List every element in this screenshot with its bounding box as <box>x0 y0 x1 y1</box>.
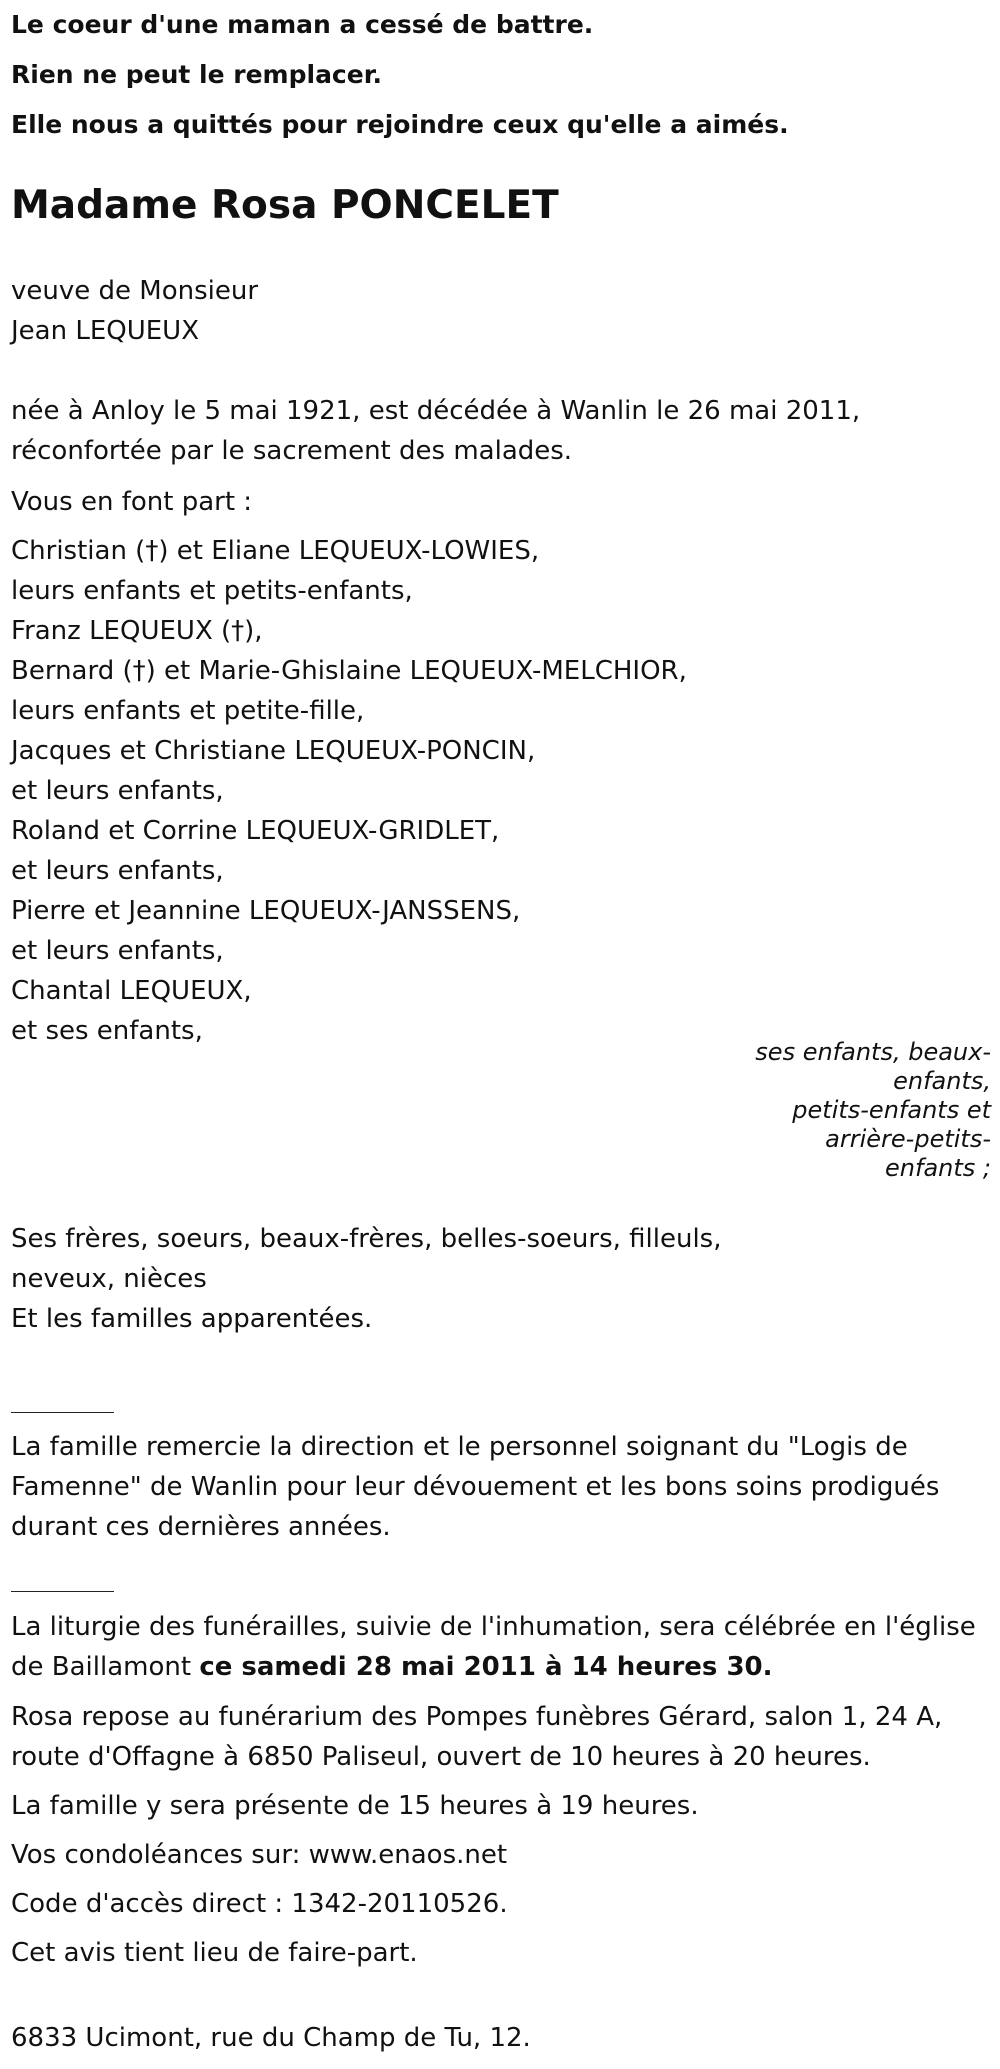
funerarium-line: Rosa repose au funérarium des Pompes funèbres Gérard, salon 1, 24 A, <box>11 1702 943 1732</box>
widow-line: Jean LEQUEUX <box>11 316 200 346</box>
family-line: et leurs enfants, <box>11 936 224 966</box>
extended-family-line: Ses frères, soeurs, beaux-frères, belles-soeurs, filleuls, <box>11 1224 722 1254</box>
funeral-line: La liturgie des funérailles, suivie de l'inhumation, sera célébrée en l'église <box>11 1612 976 1642</box>
thanks-paragraph <box>11 1427 939 1547</box>
funerarium-info <box>11 1697 942 1777</box>
notice-line: Cet avis tient lieu de faire-part. <box>11 1938 418 1968</box>
descendants-line: enfants, <box>893 1067 991 1095</box>
intro-line: Elle nous a quittés pour rejoindre ceux qu'elle a aimés. <box>11 110 789 139</box>
family-list <box>11 531 687 1051</box>
separator-line <box>11 1412 114 1413</box>
extended-family-line: Et les familles apparentées. <box>11 1304 373 1334</box>
family-line: Bernard (†) et Marie-Ghislaine LEQUEUX-MELCHIOR, <box>11 656 687 686</box>
thanks-line: durant ces dernières années. <box>11 1512 391 1542</box>
family-line: leurs enfants et petite-fille, <box>11 696 365 726</box>
extended-family <box>11 1219 722 1339</box>
family-line: Jacques et Christiane LEQUEUX-PONCIN, <box>11 736 536 766</box>
family-line: et ses enfants, <box>11 1016 203 1046</box>
practical-info <box>11 1697 942 1973</box>
family-line: Franz LEQUEUX (†), <box>11 616 263 646</box>
descendants-line: arrière-petits- <box>825 1125 991 1153</box>
family-line: leurs enfants et petits-enfants, <box>11 576 413 606</box>
family-line: Chantal LEQUEUX, <box>11 976 252 1006</box>
separator-line <box>11 1591 114 1592</box>
descendants-line: ses enfants, beaux- <box>755 1038 991 1066</box>
descendants-line: enfants ; <box>885 1154 991 1182</box>
funeral-place: de Baillamont <box>11 1652 200 1682</box>
access-code: Code d'accès direct : 1342-20110526. <box>11 1889 508 1919</box>
intro-lines <box>11 0 789 150</box>
family-line: Pierre et Jeannine LEQUEUX-JANSSENS, <box>11 896 521 926</box>
family-address: 6833 Ucimont, rue du Champ de Tu, 12. <box>11 2023 531 2053</box>
descendants-note <box>731 1038 991 1183</box>
funeral-details <box>11 1607 976 1687</box>
thanks-line: Famenne" de Wanlin pour leur dévouement et les bons soins prodigués <box>11 1472 940 1502</box>
funeral-date: ce samedi 28 mai 2011 à 14 heures 30. <box>199 1652 773 1682</box>
birth-death-line: née à Anloy le 5 mai 1921, est décédée à Wanlin le 26 mai 2011, <box>11 396 861 426</box>
birth-death-info <box>11 391 860 471</box>
family-line: et leurs enfants, <box>11 856 224 886</box>
presence-info: La famille y sera présente de 15 heures à 19 heures. <box>11 1791 699 1821</box>
family-line: Christian (†) et Eliane LEQUEUX-LOWIES, <box>11 536 540 566</box>
funerarium-line: route d'Offagne à 6850 Paliseul, ouvert de 10 heures à 20 heures. <box>11 1742 871 1772</box>
announcement-intro: Vous en font part : <box>11 487 253 517</box>
intro-line: Rien ne peut le remplacer. <box>11 60 382 89</box>
widow-of <box>11 271 258 351</box>
family-line: et leurs enfants, <box>11 776 224 806</box>
thanks-line: La famille remercie la direction et le personnel soignant du "Logis de <box>11 1432 908 1462</box>
deceased-name: Madame Rosa PONCELET <box>11 183 559 228</box>
extended-family-line: neveux, nièces <box>11 1264 207 1294</box>
condolences-info: Vos condoléances sur: www.enaos.net <box>11 1840 508 1870</box>
birth-death-line: réconfortée par le sacrement des malades. <box>11 436 573 466</box>
family-line: Roland et Corrine LEQUEUX-GRIDLET, <box>11 816 500 846</box>
intro-line: Le coeur d'une maman a cessé de battre. <box>11 10 594 39</box>
funeral-line <box>11 1647 976 1687</box>
widow-line: veuve de Monsieur <box>11 276 259 306</box>
descendants-line: petits-enfants et <box>792 1096 991 1124</box>
